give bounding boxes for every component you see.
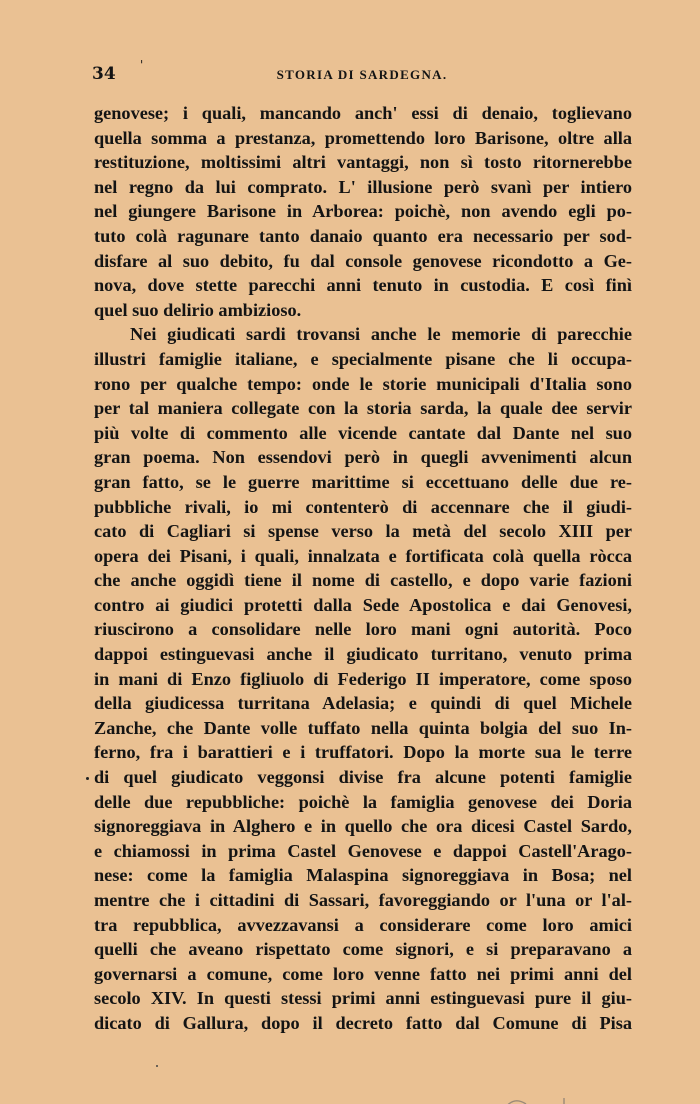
text-line: dicato di Gallura, dopo il decreto fatto dal Comune di Pisa (94, 1012, 632, 1033)
page-speck (156, 1065, 158, 1067)
text-line: più volte di commento alle vicende cantate dal Dante nel suo (94, 422, 632, 443)
text-line: signoreggiava in Alghero e in quello che ora dicesi Castel Sardo, (94, 816, 632, 837)
text-line: in mani di Enzo figliuolo di Federigo II imperatore, come sposo (94, 668, 632, 689)
text-line: per tal maniera collegate con la storia sarda, la quale dee servir (94, 398, 632, 419)
text-line: quelli che aveano rispettato come signori, e si preparavano a (94, 939, 632, 960)
text-line: della giudicessa turritana Adelasia; e quindi di quel Michele (94, 693, 632, 714)
text-line: tuto colà ragunare tanto danaio quanto era necessario per sod- (94, 225, 632, 246)
text-line: tra repubblica, avvezzavansi a considerare come loro amici (94, 914, 632, 935)
text-line: rono per qualche tempo: onde le storie municipali d'Italia sono (94, 373, 632, 394)
body-text (94, 101, 632, 1036)
paragraph-end-line: quel suo delirio ambizioso. (94, 299, 302, 320)
text-line: mentre che i cittadini di Sassari, favoreggiando or l'una or l'al- (94, 890, 632, 910)
text-line: restituzione, moltissimi altri vantaggi, non sì tosto ritornerebbe (94, 152, 632, 173)
text-line: illustri famiglie italiane, e specialmente pisane che li occupa- (94, 348, 632, 369)
text-line: nel regno da lui comprato. L' illusione però svanì per intiero (94, 176, 632, 197)
text-line: delle due repubbliche: poichè la famiglia genovese dei Doria (94, 791, 632, 812)
running-title: STORIA DI SARDEGNA. (276, 67, 448, 82)
text-line: Zanche, che Dante volle tuffato nella quinta bolgia del suo In- (94, 717, 632, 738)
header-mark: ' (140, 58, 144, 72)
text-line: governarsi a comune, come loro venne fatto nei primi anni del (94, 963, 632, 984)
watermark-glyph-icon (500, 1094, 570, 1104)
paragraph-first-line: Nei giudicati sardi trovansi anche le memorie di parecchie (130, 324, 632, 345)
text-line: nova, dove stette parecchi anni tenuto in custodia. E così finì (94, 275, 632, 296)
text-line: riuscirono a consolidare nelle loro mani ogni autorità. Poco (94, 619, 632, 640)
page-header (92, 58, 632, 88)
text-line: cato di Cagliari si spense verso la metà del secolo XIII per (94, 521, 632, 542)
margin-speck (86, 777, 89, 780)
text-line: secolo XIV. In questi stessi primi anni estinguevasi pure il giu- (94, 988, 632, 1009)
text-line: quella somma a prestanza, promettendo loro Barisone, oltre alla (94, 127, 632, 148)
scan-watermark-fragment (500, 1094, 570, 1104)
text-line: genovese; i quali, mancando anch' essi di denaio, toglievano (94, 103, 632, 123)
text-line: disfare al suo debito, fu dal console genovese ricondotto a Ge- (94, 250, 632, 271)
text-line: che anche oggidì tiene il nome di castello, e dopo varie fazioni (94, 570, 632, 591)
text-line: opera dei Pisani, i quali, innalzata e fortificata colà quella ròcca (94, 545, 632, 566)
text-line: nel giungere Barisone in Arborea: poichè, non avendo egli po- (94, 201, 632, 222)
text-line: di quel giudicato veggonsi divise fra alcune potenti famiglie (94, 767, 632, 788)
text-line: gran fatto, se le guerre marittime si eccettuano delle due re- (94, 471, 632, 492)
page-number: 34 (92, 64, 116, 84)
text-line: dappoi estinguevasi anche il giudicato turritano, venuto prima (94, 644, 632, 665)
text-line: nese: come la famiglia Malaspina signoreggiava in Bosa; nel (94, 865, 632, 886)
text-line: contro ai giudici protetti dalla Sede Apostolica e dai Genovesi, (94, 594, 632, 615)
text-line: pubbliche rivali, io mi contenterò di accennare che il giudi- (94, 496, 632, 517)
text-line: ferno, fra i barattieri e i truffatori. Dopo la morte sua le terre (94, 742, 632, 763)
text-line: e chiamossi in prima Castel Genovese e dappoi Castell'Arago- (94, 840, 632, 861)
text-line: gran poema. Non essendovi però in quegli avvenimenti alcun (94, 447, 632, 468)
